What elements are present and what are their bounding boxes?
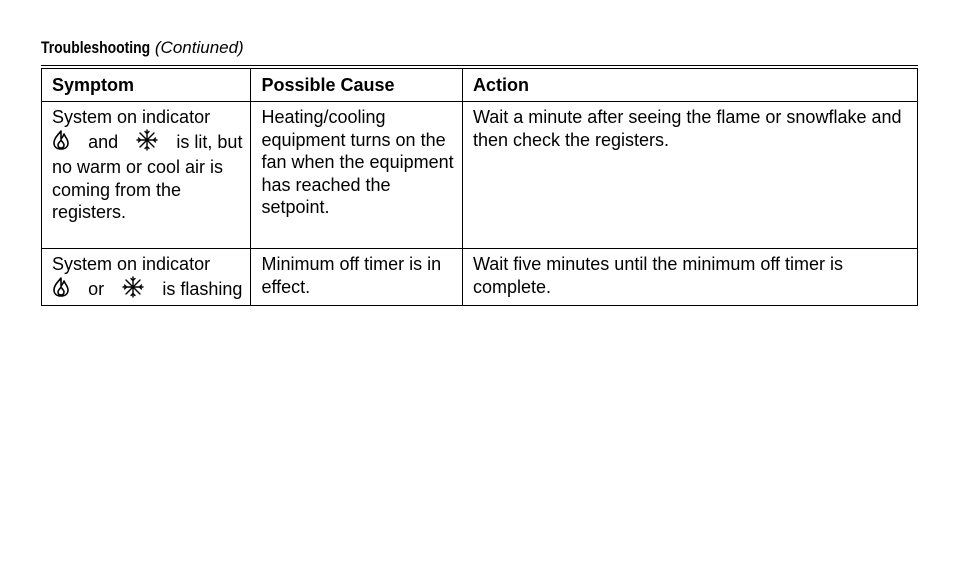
snowflake-icon [136,129,158,157]
symptom-icon-line: and is lit, but [52,129,242,157]
action-cell: Wait five minutes until the minimum off timer is complete. [462,249,917,306]
flame-icon [52,277,70,303]
flame-icon [52,130,70,156]
table [41,68,918,306]
symptom-rest: no warm or cool air is coming from the registers. [52,157,224,223]
heading-title: Troubleshooting [41,38,151,57]
symptom-line: System on indicator [52,107,211,127]
header-symptom: Symptom [42,69,251,102]
cause-cell: Heating/cooling equipment turns on the fan when the equipment has reached the setpoint. [251,102,462,249]
header-action: Action [462,69,917,102]
table-header-row [42,69,918,102]
snowflake-icon [122,276,144,304]
symptom-icon-line: or is flashing [52,276,242,304]
table-row [42,249,918,306]
symptom-line: System on indicator [52,254,211,274]
cause-cell: Minimum off timer is in effect. [251,249,462,306]
heading-subtitle: (Contiuned) [154,38,244,57]
table-row [42,102,918,249]
header-possible-cause: Possible Cause [251,69,462,102]
symptom-cell [42,249,251,306]
symptom-cell [42,102,251,249]
action-cell: Wait a minute after seeing the flame or snowflake and then check the registers. [462,102,917,249]
table-top-rule [41,65,918,66]
section-heading [41,38,244,58]
troubleshooting-table [41,65,918,307]
